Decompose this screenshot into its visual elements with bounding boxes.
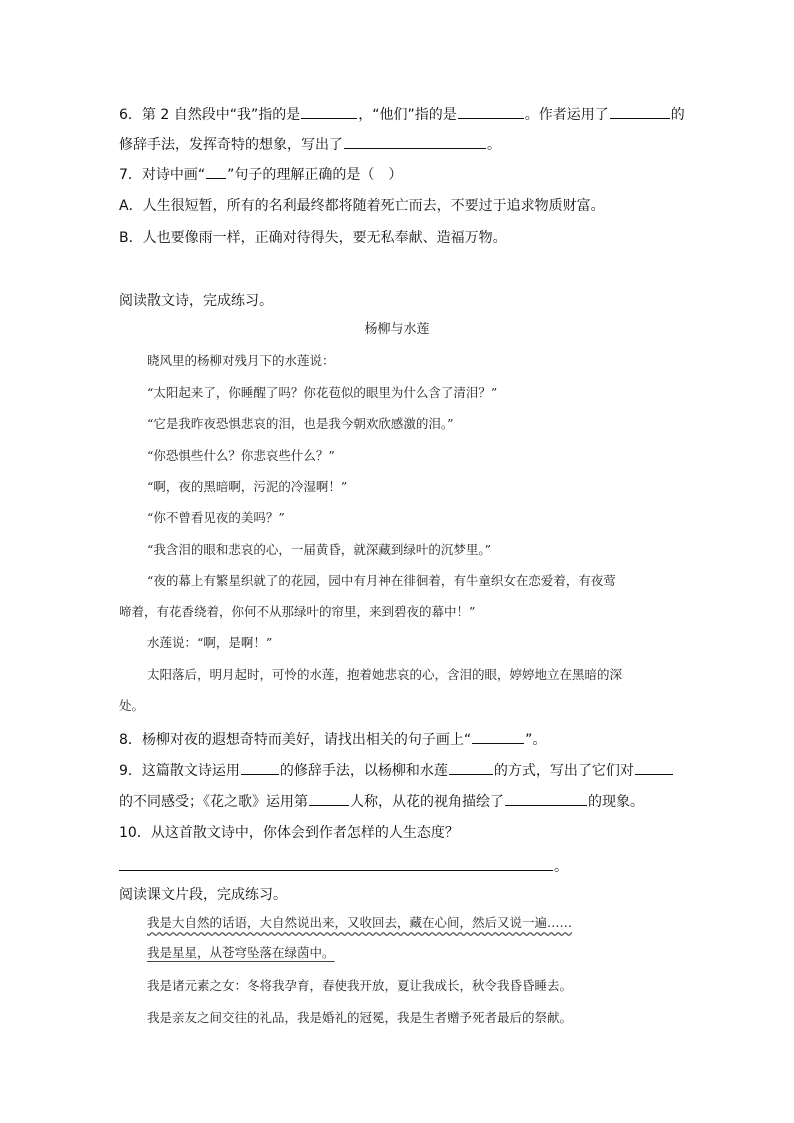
question-7-option-b[interactable]: B．人也要像雨一样，正确对待得失，要无私奉献、造福万物。 [119,230,507,246]
poem-title: 杨柳与水莲 [364,322,430,337]
poem-line: “它是我昨夜恐惧悲哀的泪，也是我今朝欢欣感激的泪。” [147,416,454,431]
question-6-line-2 [119,134,501,155]
question-10-stem: 10．从这首散文诗中，你体会到作者怎样的人生态度？ [119,825,459,841]
q9-text-5: 人称，从花的视角描绘了 [350,794,504,810]
poem-line: 水莲说：“啊，是啊！” [147,635,273,650]
answer-blank[interactable] [449,760,493,775]
q7-text-1: 7．对诗中画“ [119,167,206,183]
poem-line: 处。 [119,698,145,713]
section-1-instruction: 阅读散文诗，完成练习。 [119,293,273,309]
poem-line: 啼着，有花香绕着，你何不从那绿叶的帘里，来到碧夜的幕中！” [119,604,476,619]
q9-text-3: 的方式，写出了它们对 [493,763,634,779]
answer-blank[interactable] [119,856,553,871]
poem-line: “你不曾看见夜的美吗？” [147,510,285,525]
answer-blank[interactable] [301,104,357,119]
question-9-line-1 [119,760,674,781]
answer-blank[interactable] [635,760,673,775]
poem-line: 晓风里的杨柳对残月下的水莲说： [147,353,335,368]
answer-blank[interactable] [458,104,524,119]
q9-text-2: 的修辞手法，以杨柳和水莲 [279,763,448,779]
passage-line-wrap [147,914,572,932]
poem-line: “你恐惧些什么？你悲哀些什么？” [147,448,335,463]
passage-line-underlined: 我是星星，从苍穹坠落在绿茵中。 [147,945,335,960]
answer-blank[interactable] [241,760,279,775]
q9-text-1: 9．这篇散文诗运用 [119,763,240,779]
poem-line: “夜的幕上有繁星织就了的花园，园中有月神在徘徊着，有牛童织女在恋爱着，有夜莺 [147,573,616,588]
q8-text-2: ”。 [525,732,547,748]
q6-text-1: 6．第 2 自然段中“我”指的是 [119,107,301,123]
q6-text-3: 。作者运用了 [524,107,609,123]
q6-text-2: ，“他们”指的是 [358,107,457,123]
underline-marker [206,164,226,179]
q9-text-6: 的现象。 [588,794,644,810]
answer-blank[interactable] [309,791,349,806]
section-2-instruction: 阅读课文片段，完成练习。 [119,887,287,903]
question-10-answer-line [119,856,568,877]
passage-line-wavy: 我是大自然的话语，大自然说出来，又收回去，藏在心间，然后又说一遍…… [147,915,573,930]
q8-text-1: 8．杨柳对夜的遐想奇特而美好，请找出相关的句子画上“ [119,732,472,748]
q7-text-2: ”句子的理解正确的是（ ） [227,167,403,183]
passage-line-wrap [147,944,335,962]
answer-blank[interactable] [505,791,587,806]
passage-line: 我是亲友之间交往的礼品，我是婚礼的冠冕，我是生者赠予死者最后的祭献。 [147,1010,573,1025]
q6-text-6: 。 [487,137,501,153]
question-7-option-a[interactable]: A．人生很短暂，所有的名利最终都将随着死亡而去，不要过于追求物质财富。 [119,198,605,214]
underline-marker [472,729,524,744]
q9-text-4: 的不同感受；《花之歌》运用第 [119,794,308,810]
answer-blank[interactable] [610,104,670,119]
question-7-stem [119,164,402,185]
answer-blank[interactable] [344,134,486,149]
q6-text-5: 修辞手法，发挥奇特的想象，写出了 [119,137,343,153]
question-6-line-1 [119,104,685,125]
poem-line: 太阳落后，明月起时，可怜的水莲，抱着她悲哀的心，含泪的眼，婷婷地立在黑暗的深 [147,667,623,682]
q10-end: 。 [554,859,568,875]
question-8 [119,729,546,750]
passage-line: 我是诸元素之女：冬将我孕育，春使我开放，夏让我成长，秋令我昏昏睡去。 [147,978,573,993]
poem-line: “啊，夜的黑暗啊，污泥的冷湿啊！” [147,479,348,494]
poem-line: “太阳起来了，你睡醒了吗？你花苞似的眼里为什么含了清泪？” [147,385,498,400]
poem-line: “我含泪的眼和悲哀的心，一届黄昏，就深藏到绿叶的沉梦里。” [147,542,492,557]
question-9-line-2 [119,791,644,812]
q6-text-4: 的 [670,107,685,123]
